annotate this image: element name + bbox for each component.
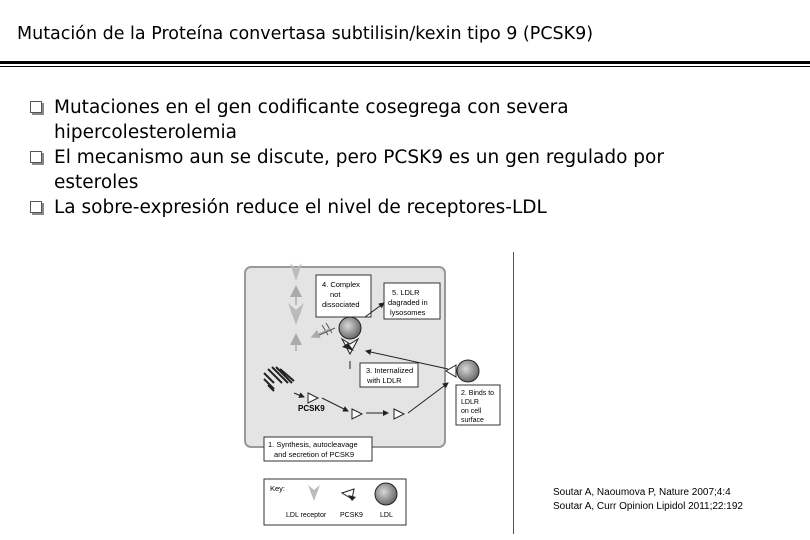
svg-text:with LDLR: with LDLR bbox=[367, 376, 402, 385]
references bbox=[553, 486, 743, 514]
checkbox-bullet-icon bbox=[30, 201, 42, 213]
bullet-text: esteroles bbox=[54, 172, 139, 193]
ldl-icon bbox=[457, 360, 479, 382]
svg-text:not: not bbox=[330, 290, 341, 299]
svg-text:LDL receptor: LDL receptor bbox=[286, 512, 327, 519]
bullet-item bbox=[30, 95, 750, 145]
svg-text:on cell: on cell bbox=[461, 408, 482, 415]
svg-text:PCSK9: PCSK9 bbox=[298, 404, 325, 413]
svg-text:surface: surface bbox=[461, 417, 484, 424]
ldl-icon bbox=[375, 483, 397, 505]
svg-text:LDLR: LDLR bbox=[461, 399, 479, 406]
bullet-text: Mutaciones en el gen codificante cosegrega con severa bbox=[54, 97, 569, 118]
bullet-text: hipercolesterolemia bbox=[54, 122, 238, 143]
checkbox-bullet-icon bbox=[30, 151, 42, 163]
ldl-icon bbox=[339, 317, 361, 339]
svg-text:and secretion of PCSK9: and secretion of PCSK9 bbox=[274, 450, 355, 459]
reference-item: Soutar A, Naoumova P, Nature 2007;4:4 bbox=[553, 487, 731, 498]
svg-text:1. Synthesis, autocleavage: 1. Synthesis, autocleavage bbox=[268, 440, 358, 449]
title-divider-thin bbox=[0, 66, 810, 67]
title-divider bbox=[0, 61, 810, 64]
svg-text:LDL: LDL bbox=[380, 512, 393, 519]
svg-text:5. LDLR: 5. LDLR bbox=[392, 288, 420, 297]
svg-text:dagraded in: dagraded in bbox=[388, 298, 428, 307]
svg-text:3. Internalized: 3. Internalized bbox=[366, 366, 414, 375]
svg-text:2. Binds to: 2. Binds to bbox=[461, 390, 495, 397]
svg-text:dissociated: dissociated bbox=[322, 300, 360, 309]
bullet-item bbox=[30, 195, 750, 220]
checkbox-bullet-icon bbox=[30, 101, 42, 113]
svg-text:PCSK9: PCSK9 bbox=[340, 512, 363, 519]
slide-title: Mutación de la Proteína convertasa subtilisin/kexin tipo 9 (PCSK9) bbox=[17, 24, 594, 44]
svg-text:lysosomes: lysosomes bbox=[390, 308, 426, 317]
bullet-item bbox=[30, 145, 750, 195]
reference-item: Soutar A, Curr Opinion Lipidol 2011;22:192 bbox=[553, 501, 743, 512]
bullet-text: El mecanismo aun se discute, pero PCSK9 es un gen regulado por bbox=[54, 147, 664, 168]
vertical-divider bbox=[513, 252, 514, 534]
bullet-text: La sobre-expresión reduce el nivel de receptores-LDL bbox=[54, 197, 547, 218]
svg-text:4. Complex: 4. Complex bbox=[322, 280, 360, 289]
svg-text:Key:: Key: bbox=[270, 484, 286, 493]
bullet-list bbox=[30, 95, 750, 220]
pcsk9-mechanism-diagram bbox=[230, 245, 520, 535]
